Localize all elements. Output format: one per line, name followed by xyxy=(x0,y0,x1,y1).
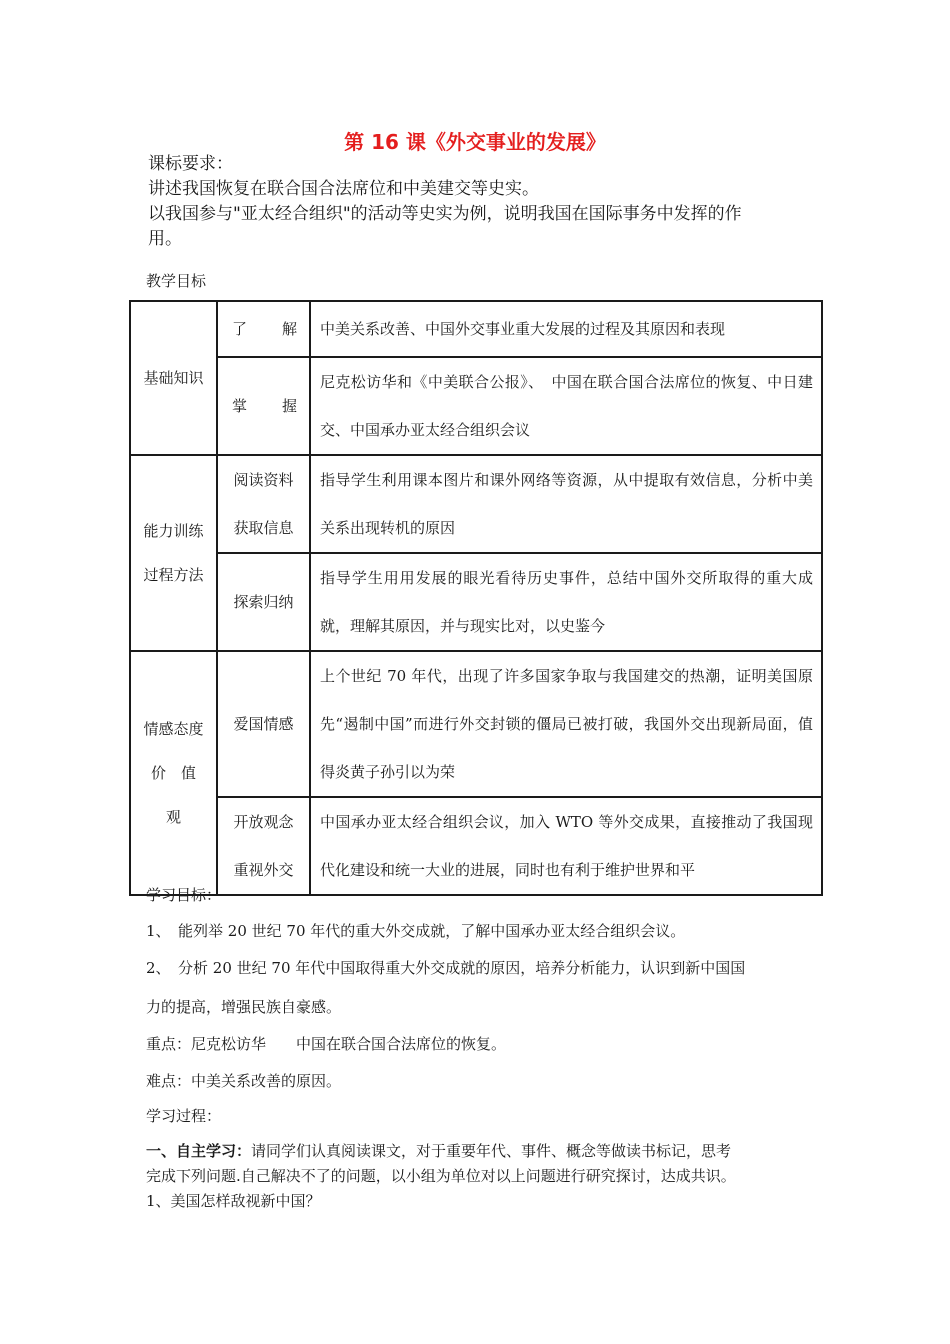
curriculum-line-3: 用。 xyxy=(148,229,182,249)
question-1: 1、美国怎样敌视新中国？ xyxy=(146,1192,321,1210)
learning-goals-heading: 学习目标： xyxy=(146,886,222,904)
table-row xyxy=(130,357,822,455)
category-label: 基础知识 xyxy=(143,369,204,387)
subcategory-label: 获取信息 xyxy=(233,519,294,537)
learning-goal-2a: 2、 分析 20 世纪 70 年代中国取得重大外交成就的原因，培养分析能力，认识到新中国国 xyxy=(146,959,746,977)
subcategory-char: 解 xyxy=(281,320,297,338)
subcategory-label: 阅读资料 xyxy=(233,471,294,489)
teaching-goals-label: 教学目标 xyxy=(146,272,207,290)
self-study-lead: 一、自主学习： xyxy=(146,1142,252,1160)
table-row xyxy=(130,455,822,553)
learning-goal-2b: 力的提高，增强民族自豪感。 xyxy=(146,998,342,1016)
subcategory-cell xyxy=(217,797,310,895)
category-cell xyxy=(130,455,217,651)
subcategory-label: 爱国情感 xyxy=(233,715,294,733)
subcategory-cell xyxy=(217,651,310,797)
content-cell: 指导学生利用课本图片和课外网络等资源，从中提取有效信息，分析中美关系出现转机的原因 xyxy=(310,455,822,553)
key-point: 重点：尼克松访华 中国在联合国合法席位的恢复。 xyxy=(146,1035,507,1053)
subcategory-char: 掌 xyxy=(232,397,248,415)
self-study-line-2: 完成下列问题.自己解决不了的问题，以小组为单位对以上问题进行研究探讨，达成共识。 xyxy=(146,1167,736,1185)
subcategory-cell xyxy=(217,301,310,357)
subcategory-label: 探索归纳 xyxy=(233,593,294,611)
curriculum-heading: 课标要求： xyxy=(148,154,233,174)
subcategory-cell xyxy=(217,357,310,455)
table-row xyxy=(130,797,822,895)
content-cell: 指导学生用用发展的眼光看待历史事件，总结中国外交所取得的重大成就，理解其原因，并与现实比对，以史鉴今 xyxy=(310,553,822,651)
self-study-line-1 xyxy=(146,1140,731,1161)
table-row xyxy=(130,301,822,357)
difficult-point: 难点：中美关系改善的原因。 xyxy=(146,1072,342,1090)
category-cell xyxy=(130,651,217,895)
content-cell: 上个世纪 70 年代，出现了许多国家争取与我国建交的热潮，证明美国原先“遏制中国”而进行外交封锁的僵局已被打破，我国外交出现新局面，值得炎黄子孙引以为荣 xyxy=(310,651,822,797)
content-cell: 中国承办亚太经合组织会议，加入 WTO 等外交成果，直接推动了我国现代化建设和统一大业的进展，同时也有利于维护世界和平 xyxy=(310,797,822,895)
self-study-text-1: 请同学们认真阅读课文，对于重要年代、事件、概念等做读书标记，思考 xyxy=(251,1142,732,1160)
category-label: 观 xyxy=(165,808,181,826)
table-row xyxy=(130,651,822,797)
subcategory-label: 重视外交 xyxy=(233,861,294,879)
curriculum-line-2: 以我国参与"亚太经合组织"的活动等史实为例，说明我国在国际事务中发挥的作 xyxy=(148,204,742,224)
category-label: 价 值 xyxy=(150,764,196,782)
table-row xyxy=(130,553,822,651)
category-label: 能力训练 xyxy=(143,522,204,540)
category-label: 过程方法 xyxy=(143,566,204,584)
subcategory-char: 握 xyxy=(281,397,297,415)
page-title: 第 16 课《外交事业的发展》 xyxy=(344,130,606,154)
subcategory-cell xyxy=(217,455,310,553)
subcategory-cell xyxy=(217,553,310,651)
curriculum-line-1: 讲述我国恢复在联合国合法席位和中美建交等史实。 xyxy=(148,179,539,199)
learning-goal-1: 1、 能列举 20 世纪 70 年代的重大外交成就，了解中国承办亚太经合组织会议。 xyxy=(146,922,686,940)
content-cell: 尼克松访华和《中美联合公报》、 中国在联合国合法席位的恢复、中日建交、中国承办亚太经合组织会议 xyxy=(310,357,822,455)
teaching-goals-table xyxy=(129,300,823,896)
subcategory-label: 开放观念 xyxy=(233,813,294,831)
learning-process-heading: 学习过程： xyxy=(146,1107,222,1125)
category-cell xyxy=(130,301,217,455)
content-cell: 中美关系改善、中国外交事业重大发展的过程及其原因和表现 xyxy=(310,301,822,357)
category-label: 情感态度 xyxy=(143,720,204,738)
subcategory-char: 了 xyxy=(232,320,248,338)
